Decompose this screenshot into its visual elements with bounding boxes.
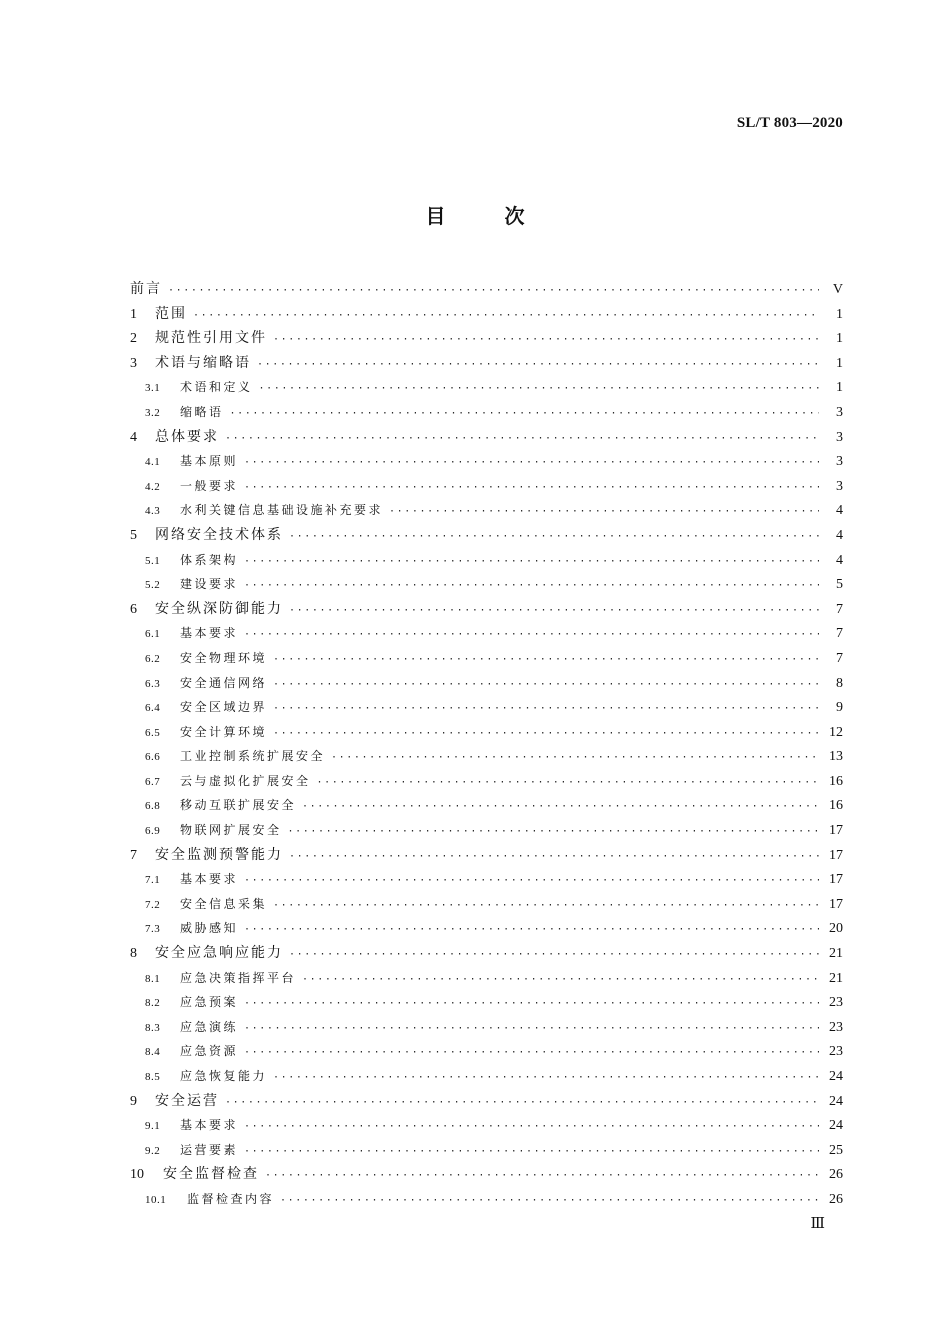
toc-entry-number: 6.4 — [145, 702, 161, 715]
toc-entry-number: 8.2 — [145, 997, 161, 1010]
toc-entry-number: 4.1 — [145, 456, 161, 469]
toc-entry-page: 3 — [836, 429, 843, 445]
toc-entry-number: 3.1 — [145, 382, 161, 395]
toc-entry-label: 安全信息采集 — [180, 896, 268, 911]
toc-entry[interactable] — [130, 867, 843, 892]
toc-entry-number: 6.3 — [145, 677, 161, 690]
toc-entry-number: 5.1 — [145, 554, 161, 567]
toc-entry-label: 应急决策指挥平台 — [180, 970, 297, 985]
toc-entry-number: 9.1 — [145, 1120, 161, 1133]
toc-entry[interactable] — [130, 326, 843, 351]
toc-dot-leader — [331, 746, 819, 771]
toc-dot-leader — [280, 1189, 819, 1214]
toc-dot-leader — [273, 1066, 819, 1091]
toc-entry-page: 16 — [829, 773, 843, 789]
toc-title-char-2: 次 — [504, 204, 525, 228]
toc-entry-label: 安全监督检查 — [163, 1166, 259, 1183]
toc-entry-number: 9 — [130, 1093, 137, 1109]
toc-dot-leader — [289, 525, 819, 550]
toc-dot-leader — [288, 820, 819, 845]
toc-entry[interactable] — [130, 1064, 843, 1089]
toc-entry-label: 基本要求 — [180, 872, 239, 887]
toc-entry-page: 26 — [829, 1191, 843, 1207]
toc-entry-number: 7.2 — [145, 898, 161, 911]
toc-entry-page: 23 — [829, 1044, 843, 1060]
toc-entry[interactable] — [130, 1187, 843, 1212]
toc-entry-number: 8.4 — [145, 1046, 161, 1059]
toc-entry-page: 24 — [829, 1093, 843, 1109]
toc-entry-label: 移动互联扩展安全 — [180, 798, 297, 813]
toc-dot-leader — [244, 574, 819, 599]
toc-entry-number: 8.3 — [145, 1021, 161, 1034]
toc-dot-leader — [244, 1140, 819, 1165]
toc-entry-label: 应急资源 — [180, 1044, 239, 1059]
toc-entry-label: 安全应急响应能力 — [155, 945, 283, 962]
toc-dot-leader — [244, 476, 819, 501]
toc-entry-number: 8.1 — [145, 972, 161, 985]
toc-entry-page: 7 — [836, 626, 843, 642]
toc-entry-number: 5 — [130, 527, 137, 543]
toc-dot-leader — [230, 402, 819, 427]
toc-entry-label: 安全监测预警能力 — [155, 846, 283, 863]
toc-entry-label: 云与虚拟化扩展安全 — [180, 773, 311, 788]
toc-entry-page: 1 — [836, 331, 843, 347]
toc-entry[interactable] — [130, 1162, 843, 1187]
toc-entry-label: 安全物理环境 — [180, 650, 268, 665]
toc-entry-label: 基本要求 — [180, 1118, 239, 1133]
toc-entry[interactable] — [130, 1113, 843, 1138]
toc-entry-number: 6.1 — [145, 628, 161, 641]
toc-dot-leader — [244, 451, 819, 476]
toc-dot-leader — [289, 599, 819, 624]
toc-entry-page: V — [832, 282, 843, 297]
toc-title-char-1: 目 — [425, 204, 446, 228]
toc-dot-leader — [168, 279, 819, 304]
toc-entry-number: 6.5 — [145, 726, 161, 739]
toc-entry-label: 基本要求 — [180, 626, 239, 641]
toc-entry-number: 3.2 — [145, 406, 161, 419]
toc-entry-page: 23 — [829, 1019, 843, 1035]
toc-entry-label: 前言 — [130, 281, 162, 297]
toc-entry[interactable] — [130, 425, 843, 450]
toc-dot-leader — [244, 992, 819, 1017]
toc-entry-number: 7.3 — [145, 923, 161, 936]
toc-entry-label: 缩略语 — [180, 404, 224, 419]
toc-entry-page: 21 — [829, 946, 843, 962]
toc-dot-leader — [225, 427, 819, 452]
toc-entry[interactable] — [130, 966, 843, 991]
toc-entry-number: 2 — [130, 331, 137, 347]
toc-dot-leader — [257, 353, 819, 378]
toc-entry-page: 17 — [829, 872, 843, 888]
toc-entry[interactable] — [130, 277, 843, 302]
toc-dot-leader — [289, 845, 819, 870]
toc-entry[interactable] — [130, 892, 843, 917]
toc-entry[interactable] — [130, 744, 843, 769]
toc-entry[interactable] — [130, 474, 843, 499]
toc-entry-label: 水利关键信息基础设施补充要求 — [180, 503, 384, 518]
toc-entry-page: 17 — [829, 896, 843, 912]
toc-entry[interactable] — [130, 572, 843, 597]
toc-dot-leader — [273, 722, 819, 747]
toc-entry-label: 安全纵深防御能力 — [155, 600, 283, 617]
toc-entry-number: 10.1 — [145, 1193, 167, 1206]
toc-dot-leader — [317, 771, 819, 796]
toc-entry[interactable] — [130, 941, 843, 966]
toc-entry[interactable] — [130, 1015, 843, 1040]
toc-dot-leader — [244, 1017, 819, 1042]
toc-entry-number: 7 — [130, 847, 137, 863]
toc-entry-page: 3 — [836, 478, 843, 494]
toc-entry-label: 网络安全技术体系 — [155, 526, 283, 543]
toc-entry-label: 一般要求 — [180, 478, 239, 493]
toc-entry-number: 6.2 — [145, 652, 161, 665]
toc-entry-page: 5 — [836, 577, 843, 593]
toc-entry[interactable] — [130, 720, 843, 745]
toc-entry-label: 安全区域边界 — [180, 700, 268, 715]
toc-entry-page: 13 — [829, 749, 843, 765]
toc-entry-label: 安全通信网络 — [180, 675, 268, 690]
toc-dot-leader — [225, 1091, 819, 1116]
toc-entry-page: 4 — [836, 527, 843, 543]
toc-entry-number: 4 — [130, 429, 137, 445]
toc-dot-leader — [302, 968, 819, 993]
toc-entry-page: 8 — [836, 675, 843, 691]
toc-entry-label: 安全计算环境 — [180, 724, 268, 739]
toc-entry-page: 4 — [836, 503, 843, 519]
toc-entry[interactable] — [130, 400, 843, 425]
toc-entry-page: 1 — [836, 355, 843, 371]
toc-dot-leader — [302, 795, 819, 820]
toc-entry[interactable] — [130, 375, 843, 400]
toc-entry-number: 10 — [130, 1167, 144, 1183]
toc-entry[interactable] — [130, 646, 843, 671]
page-number: Ⅲ — [810, 1216, 825, 1232]
toc-entry-label: 运营要素 — [180, 1142, 239, 1157]
toc-entry-page: 16 — [829, 798, 843, 814]
toc-entry-page: 24 — [829, 1118, 843, 1134]
toc-dot-leader — [244, 623, 819, 648]
toc-entry[interactable] — [130, 843, 843, 868]
toc-entry[interactable] — [130, 990, 843, 1015]
toc-entry-page: 4 — [836, 552, 843, 568]
toc-dot-leader — [244, 1115, 819, 1140]
toc-entry[interactable] — [130, 695, 843, 720]
toc-entry[interactable] — [130, 818, 843, 843]
toc-dot-leader — [244, 869, 819, 894]
toc-entry-label: 应急预案 — [180, 995, 239, 1010]
toc-dot-leader — [244, 550, 819, 575]
toc-entry-page: 1 — [836, 306, 843, 322]
toc-entry-number: 3 — [130, 355, 137, 371]
toc-entry-number: 6.9 — [145, 825, 161, 838]
toc-entry-number: 9.2 — [145, 1144, 161, 1157]
toc-entry-label: 物联网扩展安全 — [180, 823, 282, 838]
toc-dot-leader — [244, 918, 819, 943]
toc-entry-label: 应急演练 — [180, 1019, 239, 1034]
toc-entry-label: 体系架构 — [180, 552, 239, 567]
toc-entry-page: 3 — [836, 404, 843, 420]
toc-entry-label: 建设要求 — [180, 577, 239, 592]
toc-dot-leader — [273, 894, 819, 919]
toc-entry[interactable] — [130, 302, 843, 327]
toc-entry-page: 23 — [829, 995, 843, 1011]
toc-entry-page: 24 — [829, 1069, 843, 1084]
toc-entry-page: 17 — [829, 823, 843, 839]
toc-entry-label: 监督检查内容 — [187, 1191, 275, 1206]
toc-entry-page: 26 — [829, 1167, 843, 1183]
toc-entry[interactable] — [130, 1138, 843, 1163]
toc-entry[interactable] — [130, 671, 843, 696]
toc-entry[interactable] — [130, 548, 843, 573]
toc-entry-number: 6.6 — [145, 751, 161, 764]
toc-entry-number: 1 — [130, 306, 137, 322]
toc-entry-number: 8 — [130, 946, 137, 962]
toc-dot-leader — [273, 648, 819, 673]
toc-entry-number: 6.7 — [145, 775, 161, 788]
toc-entry-label: 工业控制系统扩展安全 — [180, 749, 326, 764]
toc-entry-label: 总体要求 — [155, 428, 219, 445]
toc-entry-page: 1 — [836, 380, 843, 396]
toc-entry-label: 基本原则 — [180, 454, 239, 469]
toc-entry[interactable] — [130, 597, 843, 622]
toc-dot-leader — [244, 1041, 819, 1066]
toc-entry-page: 3 — [836, 454, 843, 470]
toc-entry[interactable] — [130, 1089, 843, 1114]
toc-dot-leader — [273, 673, 819, 698]
toc-entry[interactable] — [130, 523, 843, 548]
toc-entry-number: 8.5 — [145, 1071, 161, 1083]
toc-entry-page: 12 — [829, 724, 843, 740]
toc-entry-number: 7.1 — [145, 874, 161, 887]
toc-dot-leader — [259, 377, 819, 402]
toc-entry[interactable] — [130, 793, 843, 818]
toc-entry-label: 应急恢复能力 — [180, 1069, 268, 1083]
toc-dot-leader — [273, 697, 819, 722]
toc-entry[interactable] — [130, 1039, 843, 1064]
toc-entry-number: 5.2 — [145, 579, 161, 592]
toc-entry-page: 9 — [836, 700, 843, 716]
toc-entry-page: 7 — [836, 601, 843, 617]
toc-entry-label: 范围 — [155, 305, 187, 322]
toc-entry-number: 4.3 — [145, 505, 161, 518]
toc-entry-label: 威胁感知 — [180, 921, 239, 936]
toc-entry-label: 术语和定义 — [180, 380, 253, 395]
toc-entry-number: 6 — [130, 601, 137, 617]
toc-entry[interactable] — [130, 916, 843, 941]
toc-entry-number: 4.2 — [145, 480, 161, 493]
toc-entry[interactable] — [130, 351, 843, 376]
toc-entry-number: 6.8 — [145, 800, 161, 813]
toc-entry[interactable] — [130, 769, 843, 794]
toc-dot-leader — [289, 943, 819, 968]
toc-entry[interactable] — [130, 621, 843, 646]
toc-entry[interactable] — [130, 449, 843, 474]
toc-dot-leader — [389, 500, 819, 525]
toc-entry[interactable] — [130, 498, 843, 523]
toc-entry-page: 20 — [829, 921, 843, 937]
document-code: SL/T 803—2020 — [736, 115, 843, 131]
toc-dot-leader — [265, 1164, 819, 1189]
toc-title — [0, 200, 950, 229]
toc-entry-label: 规范性引用文件 — [155, 330, 267, 347]
toc-entry-page: 17 — [829, 847, 843, 863]
toc-dot-leader — [193, 304, 819, 329]
toc-entry-label: 术语与缩略语 — [155, 354, 251, 371]
toc-dot-leader — [273, 328, 819, 353]
toc-entry-page: 25 — [829, 1142, 843, 1158]
toc-entry-label: 安全运营 — [155, 1092, 219, 1109]
toc-list — [130, 277, 843, 1212]
toc-entry-page: 7 — [836, 650, 843, 666]
toc-entry-page: 21 — [829, 970, 843, 986]
